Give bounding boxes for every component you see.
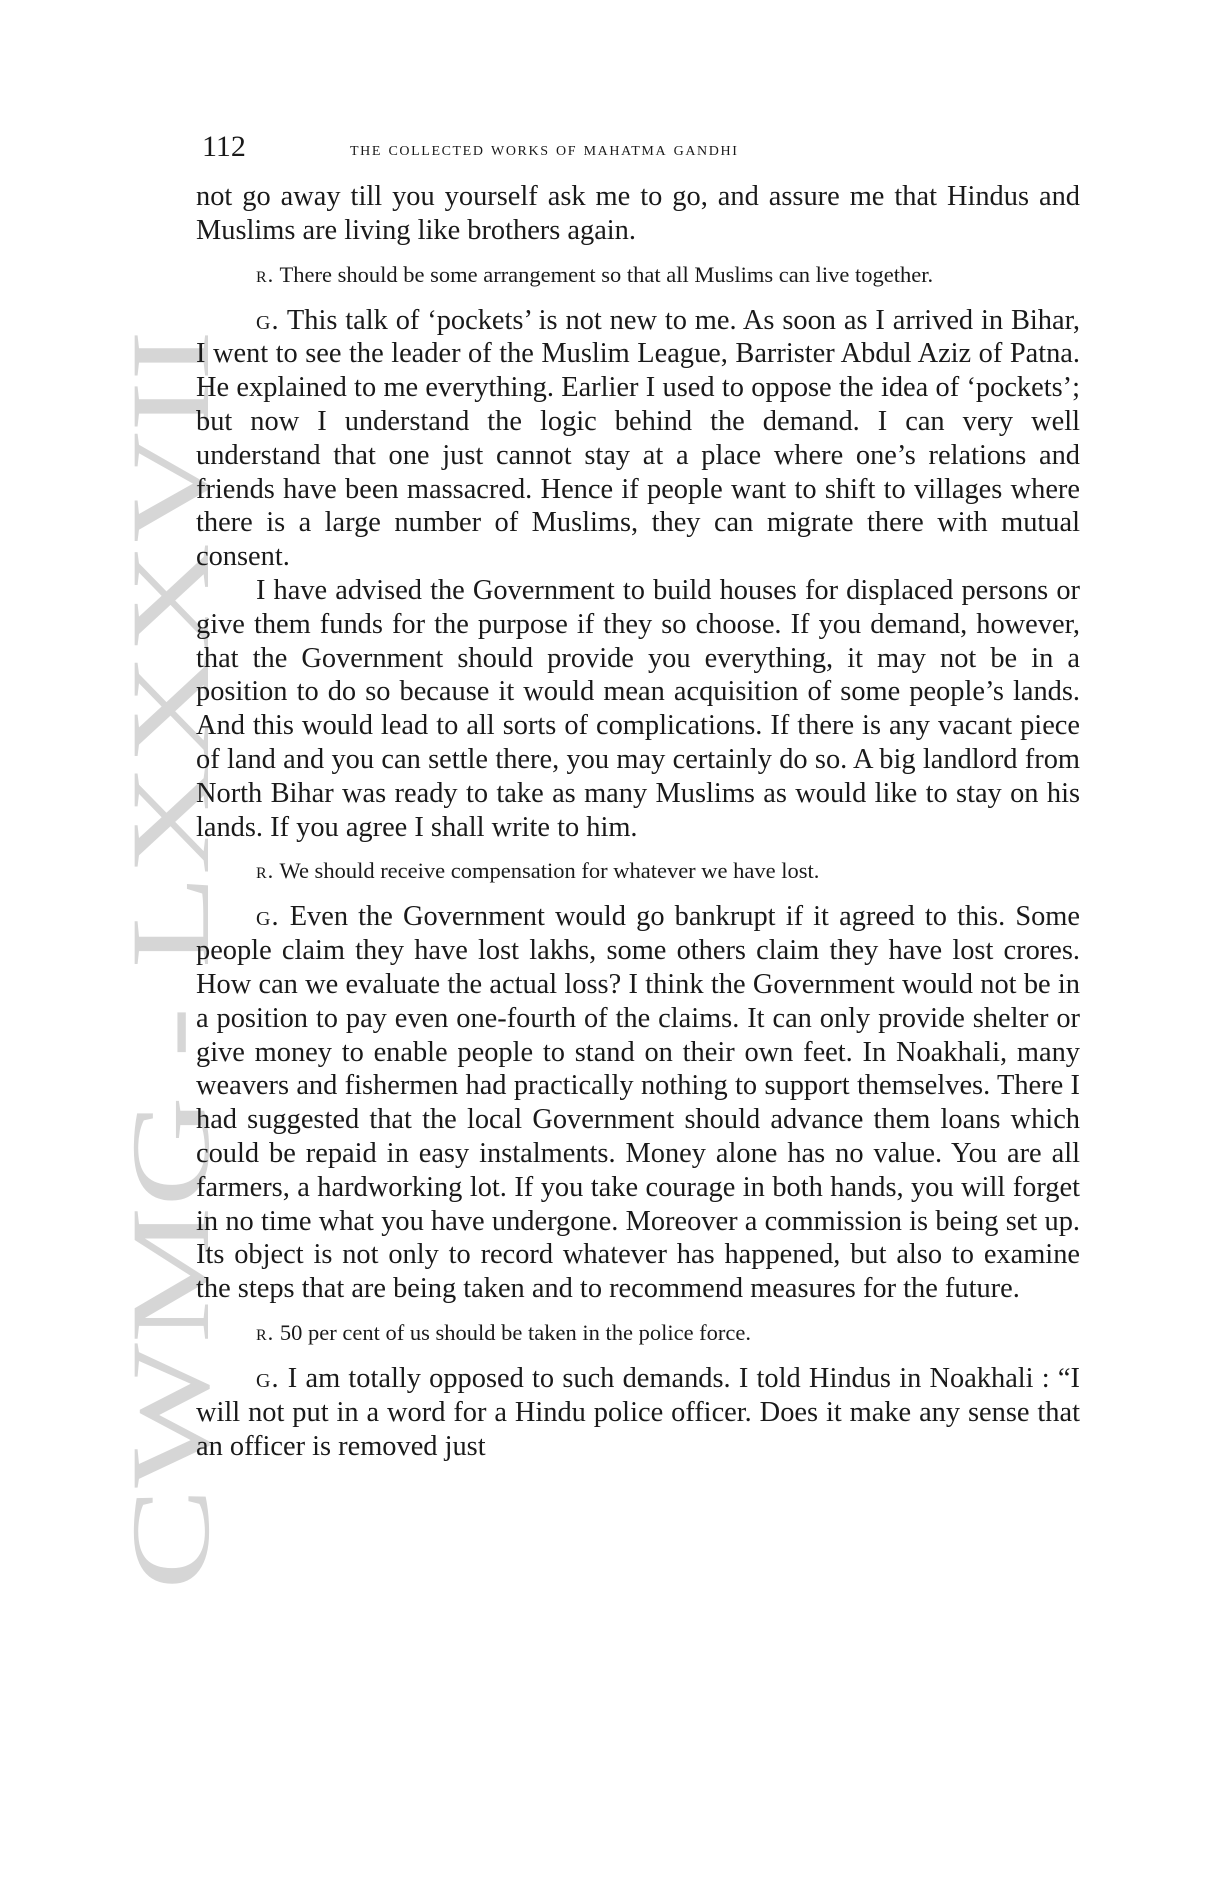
paragraph-continued: not go away till you yourself ask me to go, and assure me that Hindus and Muslims are living like brothers again. bbox=[196, 181, 1080, 246]
speech-g-1 bbox=[196, 304, 1080, 574]
speech-text: There should be some arrangement so that all Muslims can live together. bbox=[279, 261, 934, 287]
speech-g-3 bbox=[196, 1362, 1080, 1463]
speech-text: Even the Government would go bankrupt if it agreed to this. Some people claim they have lost lakhs, some others claim they have lost crores. How can we evaluate the actual loss? I think the Government would not be in a position to pay even one-fourth of the claims. It can only provide shelter or give money to enable people to stand on their own feet. In Noakhali, many weavers and fishermen had practically nothing to support themselves. There I had suggested that the local Government should advance them loans which could be repaid in easy instalments. Money alone has no value. You are all farmers, a hardworking lot. If you take courage in both hands, you will forget in no time what you have undergone. Moreover a commission is being set up. Its object is not only to record whatever has happened, but also to examine the steps that are being taken and to recommend measures for the future. bbox=[196, 901, 1080, 1305]
speaker-label: g. bbox=[256, 304, 280, 336]
speaker-label: r. bbox=[256, 261, 275, 287]
paragraph: I have advised the Government to build houses for displaced persons or give them funds for the purpose if they so choose. If you demand, however, that the Government should provide you everything, it may not be in a position to do so because it would mean acquisition of some people’s lands. And this would lead to all sorts of complications. If there is any vacant piece of land and you can settle there, you may certainly do so. A big landlord from North Bihar was ready to take as many Muslims as would like to stay on his lands. If you agree I shall write to him. bbox=[196, 574, 1080, 843]
page-body bbox=[196, 180, 1080, 1463]
running-head: the collected works of mahatma gandhi bbox=[350, 139, 739, 160]
speech-r-1 bbox=[196, 260, 1080, 290]
page-number: 112 bbox=[202, 130, 246, 163]
watermark-text: CWMG - LXXXVII bbox=[109, 669, 233, 1590]
speech-text: This talk of ‘pockets’ is not new to me. As soon as I arrived in Bihar, I went to see the leader of the Muslim League, Barrister Abdul Aziz of Patna. He explained to me everything. Earlier I used to oppose the idea of ‘pockets’; but now I understand the logic behind the demand. I can very well understand that one just cannot stay at a place where one’s relations and friends have been massacred. Hence if people want to shift to villages where there is a large number of Muslims, they can migrate there with mutual consent. bbox=[196, 304, 1080, 573]
speech-text: We should receive compensation for whatever we have lost. bbox=[279, 858, 820, 884]
speech-r-2 bbox=[196, 856, 1080, 886]
speech-r-3 bbox=[196, 1318, 1080, 1348]
page-header bbox=[202, 130, 1082, 164]
speech-g-2 bbox=[196, 900, 1080, 1306]
speech-text: 50 per cent of us should be taken in the police force. bbox=[279, 1319, 752, 1345]
speaker-label: g. bbox=[256, 901, 280, 933]
speaker-label: r. bbox=[256, 1319, 275, 1345]
speaker-label: g. bbox=[256, 1362, 280, 1394]
speech-text: I am totally opposed to such demands. I told Hindus in Noakhali : “I will not put in a word for a Hindu police officer. Does it make any sense that an officer is removed just bbox=[196, 1362, 1080, 1462]
speaker-label: r. bbox=[256, 858, 275, 884]
